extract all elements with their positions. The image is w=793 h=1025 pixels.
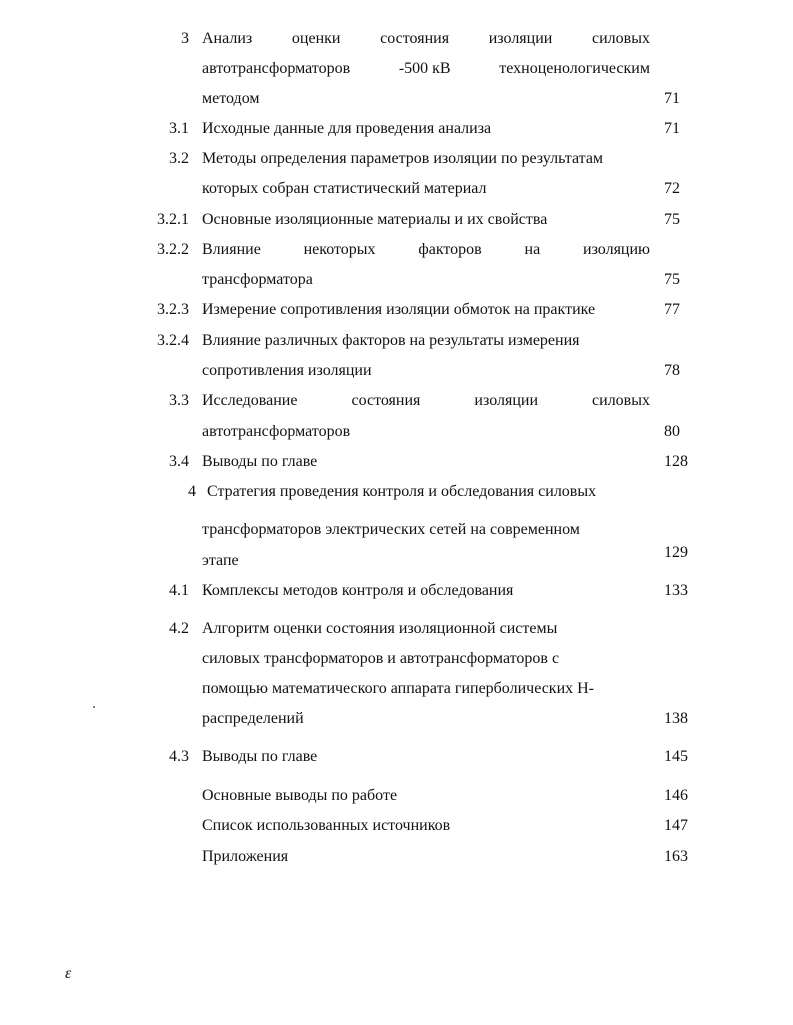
- toc-entry-page: 133: [664, 582, 688, 599]
- toc-word: силовых: [592, 30, 650, 47]
- toc-entry-title-line: [202, 31, 650, 47]
- toc-entry-title-line: трансформатора: [202, 271, 313, 288]
- toc-entry-title-line: силовых трансформаторов и автотрансформаторов с: [202, 650, 560, 667]
- toc-entry-number: 3.1: [169, 120, 189, 137]
- toc-entry-number: 4.1: [169, 582, 189, 599]
- toc-word: Влияние: [202, 241, 261, 258]
- toc-entry-number: 4.2: [169, 620, 189, 637]
- toc-word: некоторых: [303, 241, 376, 258]
- toc-entry-page: 147: [664, 817, 688, 834]
- toc-entry-page: 145: [664, 748, 688, 765]
- toc-entry-page: 72: [664, 180, 680, 197]
- toc-word: на: [524, 241, 541, 258]
- toc-entry-number: 3.2: [169, 150, 189, 167]
- toc-entry-number: 3.2.4: [157, 332, 189, 349]
- toc-entry-number: 4.3: [169, 748, 189, 765]
- toc-word: оценки: [291, 30, 341, 47]
- toc-entry-page: 71: [664, 120, 680, 137]
- toc-word: -500 кВ: [398, 60, 451, 77]
- toc-entry-page: 71: [664, 90, 680, 107]
- toc-entry-title-line: Методы определения параметров изоляции по результатам: [202, 150, 604, 167]
- toc-entry-title-line: Основные выводы по работе: [202, 787, 398, 804]
- toc-entry-title-line: Выводы по главе: [202, 748, 318, 765]
- toc-entry-title-line: [202, 61, 650, 77]
- toc-entry-page: 128: [664, 453, 688, 470]
- toc-entry-title-line: Основные изоляционные материалы и их свойства: [202, 211, 548, 228]
- toc-word: автотрансформаторов: [202, 60, 351, 77]
- toc-word: техноценологическим: [499, 60, 650, 77]
- toc-entry-title-line: Влияние различных факторов на результаты измерения: [202, 332, 580, 349]
- toc-entry-title-line: Исходные данные для проведения анализа: [202, 120, 492, 137]
- toc-entry-title-line: [202, 393, 650, 409]
- toc-entry-number: 3.4: [169, 453, 189, 470]
- toc-entry-title-line: Выводы по главе: [202, 453, 318, 470]
- toc-entry-number: 3: [181, 30, 189, 47]
- toc-entry-page: 80: [664, 423, 680, 440]
- toc-entry-title-line: [202, 242, 650, 258]
- toc-entry-title-line: Измерение сопротивления изоляции обмоток на практике: [202, 301, 596, 318]
- toc-entry-title-line: помощью математического аппарата гиперболических Н-: [202, 680, 595, 697]
- toc-entry-number: 3.2.3: [157, 301, 189, 318]
- toc-entry-page: 146: [664, 787, 688, 804]
- toc-entry-title-line: трансформаторов электрических сетей на современном: [202, 521, 580, 538]
- toc-entry-title-line: которых собран статистический материал: [202, 180, 487, 197]
- toc-word: состояния: [351, 392, 421, 409]
- toc-entry-number: 4: [188, 483, 196, 500]
- toc-word: факторов: [418, 241, 482, 258]
- toc-word: Анализ: [202, 30, 253, 47]
- toc-entry-page: 129: [664, 544, 688, 561]
- toc-entry-title-line: Стратегия проведения контроля и обследования силовых: [207, 483, 597, 500]
- page-mark: ε: [65, 965, 72, 982]
- toc-entry-page: 163: [664, 848, 688, 865]
- toc-entry-title-line: Приложения: [202, 848, 289, 865]
- toc-entry-number: 3.2.1: [157, 211, 189, 228]
- toc-entry-title-line: распределений: [202, 710, 304, 727]
- toc-entry-title-line: Алгоритм оценки состояния изоляционной системы: [202, 620, 558, 637]
- toc-word: Исследование: [202, 392, 298, 409]
- toc-entry-number: 3.2.2: [157, 241, 189, 258]
- toc-entry-page: 75: [664, 211, 680, 228]
- toc-word: силовых: [592, 392, 650, 409]
- toc-entry-page: 77: [664, 301, 680, 318]
- toc-word: состояния: [380, 30, 450, 47]
- toc-word: изоляции: [488, 30, 553, 47]
- toc-entry-title-line: Комплексы методов контроля и обследования: [202, 582, 514, 599]
- toc-entry-title-line: автотрансформаторов: [202, 423, 351, 440]
- toc-word: изоляцию: [583, 241, 650, 258]
- toc-entry-page: 78: [664, 362, 680, 379]
- toc-word: изоляции: [474, 392, 539, 409]
- toc-entry-title-line: Список использованных источников: [202, 817, 451, 834]
- toc-entry-title-line: методом: [202, 90, 260, 107]
- toc-entry-title-line: сопротивления изоляции: [202, 362, 372, 379]
- toc-entry-number: 3.3: [169, 392, 189, 409]
- toc-entry-page: 138: [664, 710, 688, 727]
- toc-entry-title-line: этапе: [202, 552, 239, 569]
- toc-entry-page: 75: [664, 271, 680, 288]
- speck: [93, 706, 95, 708]
